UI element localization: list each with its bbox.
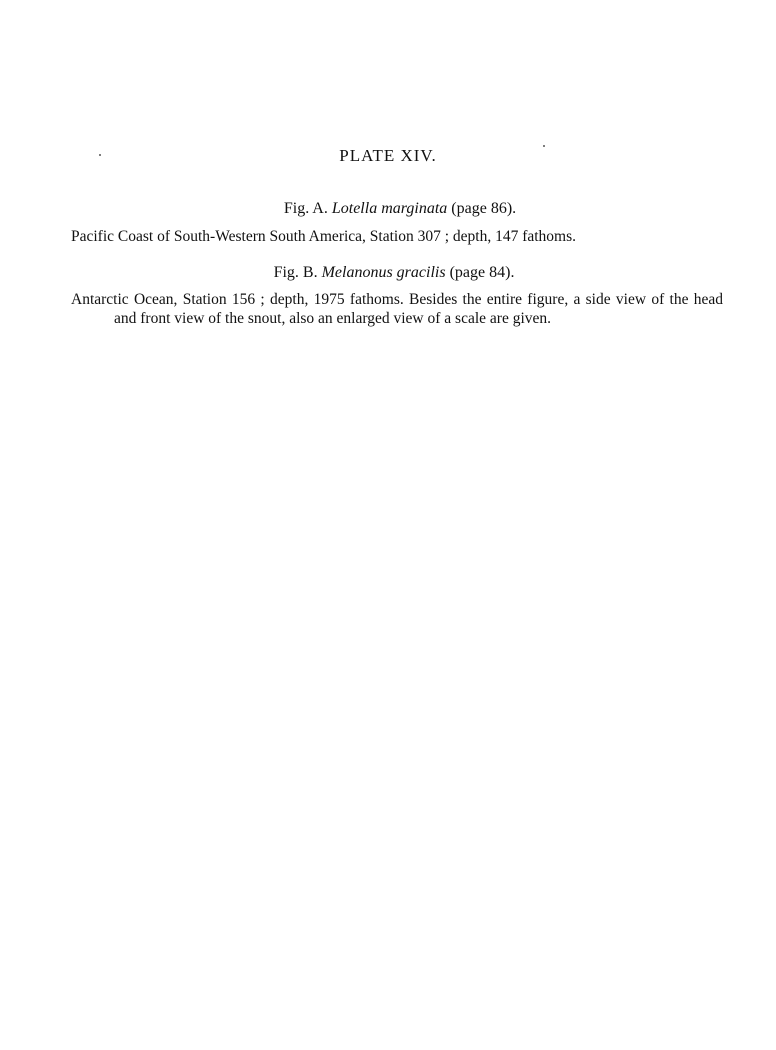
fig-b-description: Antarctic Ocean, Station 156 ; depth, 1975 fathoms. Besides the entire figure, a side view of the head and front view of the snout, also an enlarged view of a scale are given. bbox=[71, 291, 723, 327]
fig-a-page-ref: (page 86). bbox=[451, 200, 517, 217]
fig-b-caption bbox=[6, 264, 776, 282]
plate-title: PLATE XIV. bbox=[339, 146, 437, 165]
fig-b-page-ref: (page 84). bbox=[449, 264, 515, 281]
fig-b-species: Melanonus gracilis bbox=[321, 264, 446, 281]
fig-b-label: Fig. B. bbox=[273, 264, 318, 281]
fig-a-caption bbox=[12, 200, 776, 218]
fig-a-species: Lotella marginata bbox=[331, 200, 448, 217]
fig-a-description: Pacific Coast of South-Western South America, Station 307 ; depth, 147 fathoms. bbox=[71, 228, 577, 245]
fig-a-label: Fig. A. bbox=[283, 200, 328, 217]
